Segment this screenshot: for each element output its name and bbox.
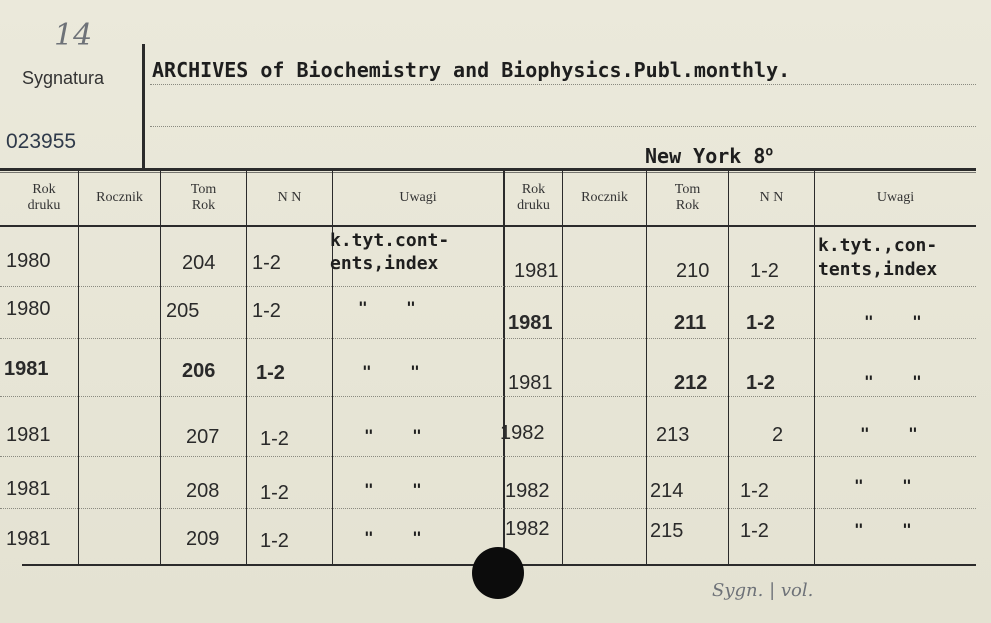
nn-cell: 1-2 — [740, 520, 769, 542]
place-text: New York 8 — [645, 144, 766, 168]
tom-cell: 210 — [676, 260, 710, 282]
nn-cell: 1-2 — [260, 530, 289, 552]
nn-cell: 2 — [772, 424, 784, 446]
tom-cell: 211 — [674, 312, 707, 334]
rok-cell: 1981 — [508, 372, 553, 394]
ditto-cell: " " — [364, 480, 422, 499]
ditto-cell: " " — [854, 476, 912, 495]
sygnatura-label: Sygnatura — [22, 68, 105, 88]
nn-cell: 1-2 — [750, 260, 779, 282]
rok-cell: 1980 — [6, 250, 51, 272]
nn-cell: 1-2 — [256, 362, 285, 384]
header-rok-druku: Rok druku — [27, 182, 61, 213]
tom-cell: 205 — [166, 300, 200, 322]
nn-cell: 1-2 — [260, 482, 289, 504]
rok-cell: 1981 — [4, 358, 49, 380]
ditto-cell: " " — [860, 424, 918, 443]
format-superscript: o — [765, 144, 774, 160]
nn-cell: 1-2 — [746, 372, 775, 394]
nn-cell: 1-2 — [252, 252, 281, 274]
rok-cell: 1981 — [6, 528, 51, 550]
rok-cell: 1982 — [505, 480, 550, 502]
ditto-cell: " " — [358, 298, 416, 317]
tom-cell: 212 — [674, 372, 708, 394]
tom-cell: 207 — [186, 426, 220, 448]
rok-cell: 1981 — [6, 478, 51, 500]
tom-cell: 204 — [182, 252, 216, 274]
signature-divider — [142, 44, 145, 168]
nn-cell: 1-2 — [252, 300, 281, 322]
tom-cell: 206 — [182, 360, 216, 382]
nn-cell: 1-2 — [260, 428, 289, 450]
header-tom-rok: Tom Rok — [190, 182, 217, 213]
header-nn-right: N N — [759, 190, 784, 205]
place-format — [645, 144, 773, 168]
tom-cell: 215 — [650, 520, 684, 542]
rok-cell: 1981 — [508, 312, 553, 334]
ditto-cell: " " — [364, 426, 422, 445]
rok-cell: 1980 — [6, 298, 51, 320]
header-rocznik-right: Rocznik — [581, 190, 628, 205]
ditto-cell: " " — [362, 362, 420, 381]
journal-title: ARCHIVES of Biochemistry and Biophysics.Publ.monthly. — [152, 58, 791, 82]
ditto-cell: " " — [364, 528, 422, 547]
uwagi-cell: k.tyt.,con- tents,index — [818, 235, 938, 280]
rok-cell: 1981 — [6, 424, 51, 446]
punch-hole — [472, 547, 524, 599]
ditto-cell: " " — [854, 520, 912, 539]
rok-cell: 1982 — [500, 422, 545, 444]
header-tom-rok-right: Tom Rok — [674, 182, 701, 213]
nn-cell: 1-2 — [740, 480, 769, 502]
header-uwagi: Uwagi — [399, 190, 437, 205]
header-rocznik: Rocznik — [96, 190, 143, 205]
footer-note: Sygn. | vol. — [712, 580, 814, 601]
header-uwagi-right: Uwagi — [876, 190, 915, 205]
tom-cell: 214 — [650, 480, 684, 502]
tom-cell: 213 — [656, 424, 690, 446]
rok-cell: 1982 — [505, 518, 550, 540]
tom-cell: 209 — [186, 528, 220, 550]
tom-cell: 208 — [186, 480, 220, 502]
header-nn: N N — [277, 190, 302, 205]
header-rok-druku-right: Rok druku — [517, 182, 550, 213]
nn-cell: 1-2 — [746, 312, 775, 334]
rok-cell: 1981 — [514, 260, 559, 282]
ditto-cell: " " — [864, 372, 922, 391]
ditto-cell: " " — [864, 312, 922, 331]
accession-number: 023955 — [6, 130, 77, 153]
pencil-number: 14 — [54, 18, 93, 53]
uwagi-cell: k.tyt.cont- ents,index — [330, 230, 450, 274]
